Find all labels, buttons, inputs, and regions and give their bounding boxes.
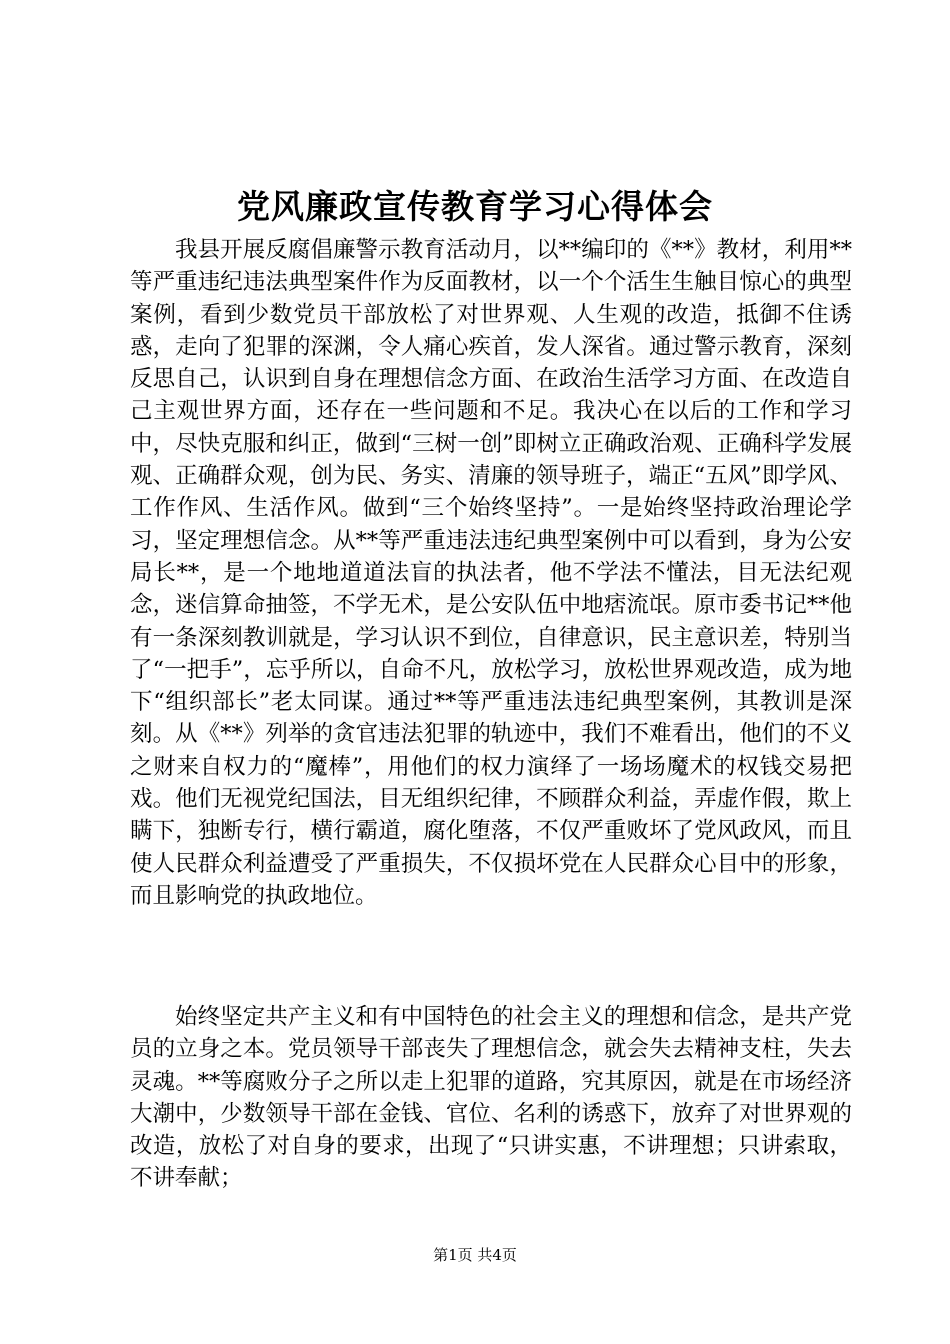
document-title: 党风廉政宣传教育学习心得体会 (237, 187, 713, 226)
paragraph-2: 始终坚定共产主义和有中国特色的社会主义的理想和信念，是共产党员的立身之本。党员领导干部丧失了理想信念，就会失去精神支柱，失去灵魂。**等腐败分子之所以走上犯罪的道路，究其原因，就是在市场经济大潮中，少数领导干部在金钱、官位、名利的诱惑下，放弃了对世界观的改造，放松了对自身的要求，出现了“只讲实惠，不讲理想；只讲索取，不讲奉献； (130, 1004, 852, 1192)
paragraph-1: 我县开展反腐倡廉警示教育活动月，以**编印的《**》教材，利用**等严重违纪违法典型案件作为反面教材，以一个个活生生触目惊心的典型案例，看到少数党员干部放松了对世界观、人生观的改造，抵御不住诱惑，走向了犯罪的深渊，令人痛心疾首，发人深省。通过警示教育，深刻反思自己，认识到自身在理想信念方面、在政治生活学习方面、在改造自己主观世界方面，还存在一些问题和不足。我决心在以后的工作和学习中，尽快克服和纠正，做到“三树一创”即树立正确政治观、正确科学发展观、正确群众观，创为民、务实、清廉的领导班子，端正“五风”即学风、工作作风、生活作风。做到“三个始终坚持”。一是始终坚持政治理论学习，坚定理想信念。从**等严重违法违纪典型案例中可以看到，身为公安局长**，是一个地地道道法盲的执法者，他不学法不懂法，目无法纪观念，迷信算命抽签，不学无术，是公安队伍中地痞流氓。原市委书记**他有一条深刻教训就是，学习认识不到位，自律意识，民主意识差，特别当了“一把手”，忘乎所以，自命不凡，放松学习，放松世界观改造，成为地下“组织部长”老太同谋。通过**等严重违法违纪典型案例，其教训是深刻。从《**》列举的贪官违法犯罪的轨迹中，我们不难看出，他们的不义之财来自权力的“魔棒”，用他们的权力演绎了一场场魔术的权钱交易把戏。他们无视党纪国法，目无组织纪律，不顾群众利益，弄虚作假，欺上瞒下，独断专行，横行霸道，腐化堕落，不仅严重败坏了党风政风，而且使人民群众利益遭受了严重损失，不仅损坏党在人民群众心目中的形象，而且影响党的执政地位。 (130, 237, 852, 909)
page-footer: 第1页 共4页 (433, 1246, 517, 1264)
